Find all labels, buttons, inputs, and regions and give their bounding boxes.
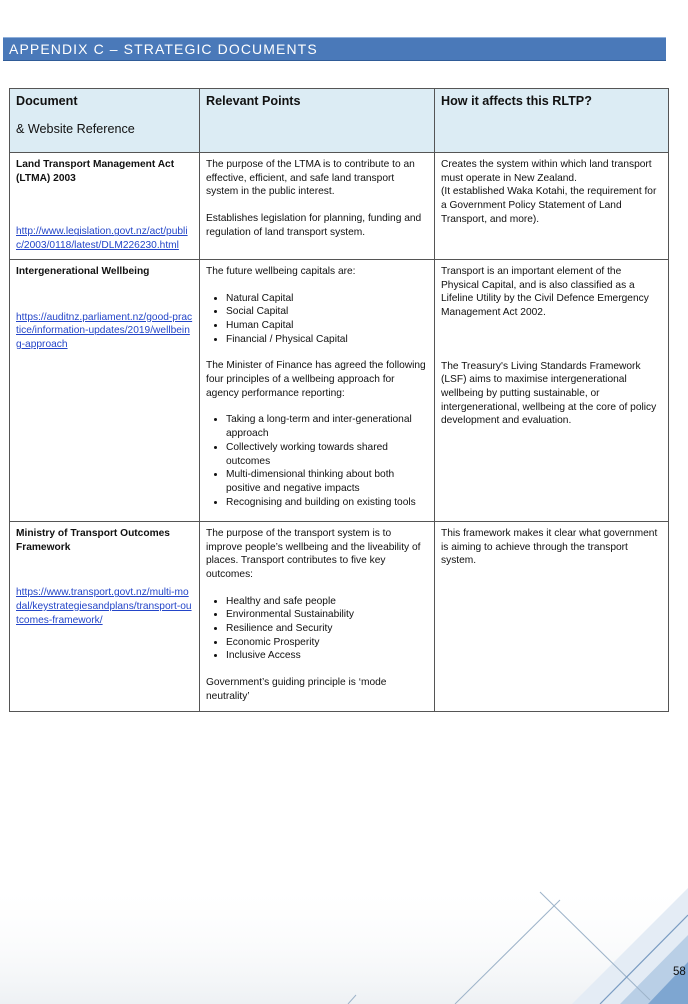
affects-text: Transport is an important element of the Physical Capital, and is also classified as a Lifeline Utility by the Civil Defence Emergency Management Act 2002. (441, 265, 649, 318)
header-affects-label: How it affects this RLTP? (441, 94, 592, 108)
list-item: • Resilience and Security (226, 622, 428, 636)
list-item: • Social Capital (226, 305, 428, 319)
header-points-label: Relevant Points (206, 94, 301, 108)
document-link[interactable]: https://www.transport.govt.nz/multi-modal/keystrategiesandplans/transport-outcomes-framework/ (16, 587, 192, 626)
list-item: • Healthy and safe people (226, 595, 428, 609)
document-title: Intergenerational Wellbeing (16, 265, 150, 277)
list-item: • Environmental Sustainability (226, 608, 428, 622)
list-item: • Financial / Physical Capital (226, 333, 428, 347)
points-text: The Minister of Finance has agreed the following four principles of a wellbeing approach for agency performance reporting: (206, 360, 426, 399)
points-text: Establishes legislation for planning, funding and regulation of land transport system. (206, 213, 422, 238)
list-item: • Recognising and building on existing tools (226, 496, 428, 510)
points-text: The purpose of the transport system is to improve people’s wellbeing and the liveability of places. Transport contributes to five key outcomes: (206, 527, 421, 580)
points-text: Government’s guiding principle is ‘mode neutrality’ (206, 677, 387, 702)
affects-text: (It established Waka Kotahi, the requirement for a Government Policy Statement of Land Transport, and more). (441, 186, 657, 225)
document-link[interactable]: https://auditnz.parliament.nz/good-practice/information-updates/2019/wellbeing-approach (16, 311, 193, 350)
document-title: Land Transport Management Act (LTMA) 2003 (16, 159, 175, 184)
list-item: • Collectively working towards shared outcomes (226, 441, 428, 468)
banner-title: APPENDIX C – STRATEGIC DOCUMENTS (9, 41, 318, 57)
list-item: • Economic Prosperity (226, 636, 428, 650)
list-item: • Inclusive Access (226, 649, 428, 663)
document-link[interactable]: http://www.legislation.govt.nz/act/public/2003/0118/latest/DLM226230.html (16, 226, 188, 252)
affects-text: Creates the system within which land transport must operate in New Zealand. (441, 159, 652, 184)
page-number: 58 (673, 966, 686, 978)
points-text: The future wellbeing capitals are: (206, 265, 356, 277)
affects-text: The Treasury's Living Standards Framework (LSF) aims to maximise intergenerational wellbeing by putting sustainable, or intergenerational, wellbeing at the core of policy development and evaluation. (441, 360, 657, 427)
list-item: • Human Capital (226, 319, 428, 333)
list-item: • Taking a long-term and inter-generational approach (226, 413, 428, 440)
list-item: • Natural Capital (226, 292, 428, 306)
points-text: The purpose of the LTMA is to contribute to an effective, efficient, and safe land transport system in the public interest. (206, 159, 415, 198)
list-item: • Multi-dimensional thinking about both positive and negative impacts (226, 468, 428, 495)
document-title: Ministry of Transport Outcomes Framework (16, 527, 170, 553)
header-document-label: Document (16, 94, 78, 108)
header-document-sub: & Website Reference (16, 121, 135, 136)
affects-text: This framework makes it clear what government is aiming to achieve through the transport system. (441, 527, 658, 567)
